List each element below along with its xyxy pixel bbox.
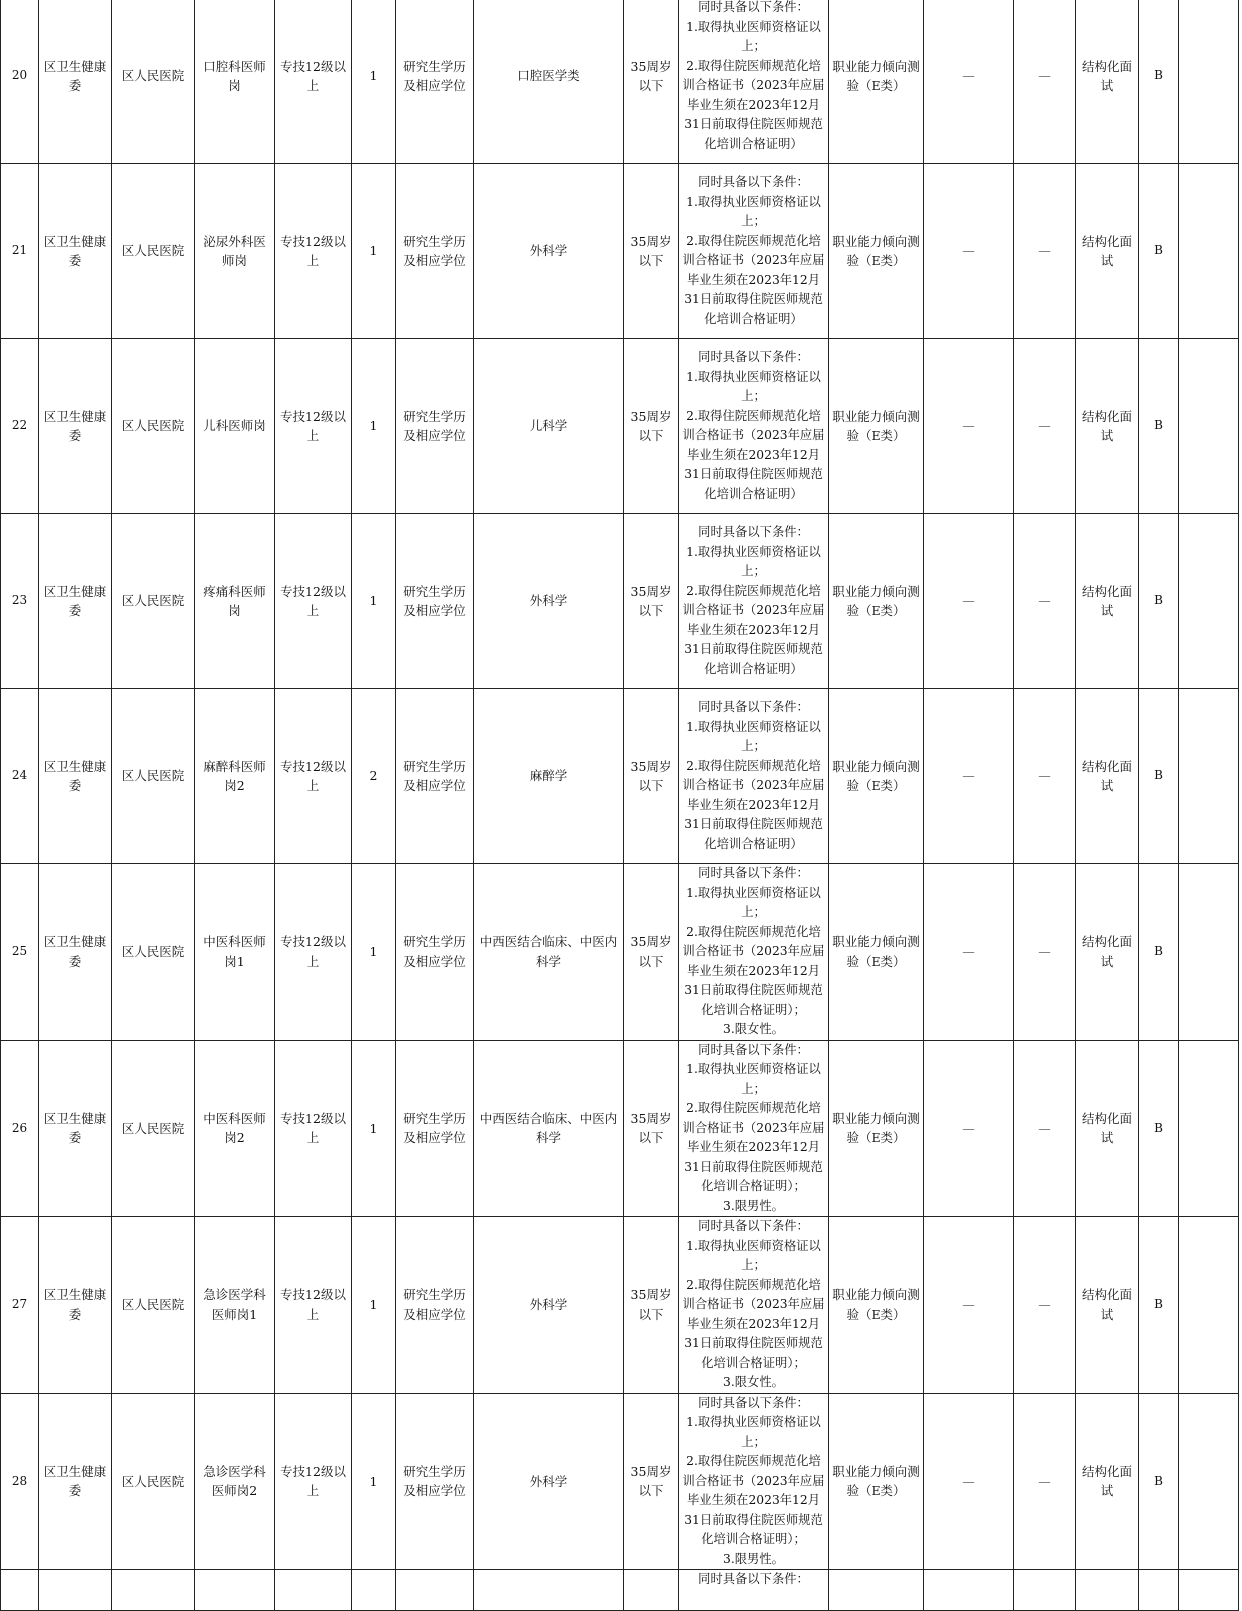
table-body [1,0,1239,1611]
table-row [1,864,1239,1041]
cell-note [1179,1040,1239,1217]
cell-major: 儿科学 [474,339,624,514]
cell-empty [1179,1570,1239,1611]
condition-line: 2.取得住院医师规范化培训合格证书（2023年应届毕业生须在2023年12月31日前取得住院医师规范化培训合格证明） [682,408,825,501]
condition-line: 同时具备以下条件： [698,350,809,364]
cell-major: 中西医结合临床、中医内科学 [474,1040,624,1217]
condition-line: 2.取得住院医师规范化培训合格证书（2023年应届毕业生须在2023年12月31日前取得住院医师规范化培训合格证明） [682,583,825,676]
cell-category: B [1139,0,1179,164]
cell-extra-1: — [924,689,1014,864]
cell-unit: 区人民医院 [112,1217,195,1394]
cell-conditions [679,514,829,689]
cell-conditions [679,689,829,864]
cell-note [1179,164,1239,339]
cell-department: 区卫生健康委 [39,1040,112,1217]
cell-major: 口腔医学类 [474,0,624,164]
cell-department: 区卫生健康委 [39,339,112,514]
cell-unit: 区人民医院 [112,1040,195,1217]
table-row [1,339,1239,514]
table-row [1,0,1239,164]
cell-empty [1139,1570,1179,1611]
cell-unit: 区人民医院 [112,1393,195,1570]
cell-category: B [1139,514,1179,689]
cell-index: 24 [1,689,39,864]
cell-count: 1 [352,1040,396,1217]
cell-post-name: 中医科医师岗1 [195,864,275,1041]
cell-level: 专技12级以上 [275,339,352,514]
condition-line: 3.限女性。 [723,1375,784,1389]
cell-note [1179,0,1239,164]
cell-age: 35周岁以下 [624,164,679,339]
table-row-partial [1,1570,1239,1611]
cell-unit: 区人民医院 [112,339,195,514]
cell-conditions [679,1040,829,1217]
cell-conditions [679,864,829,1041]
cell-exam: 职业能力倾向测验（E类） [829,164,924,339]
cell-extra-2: — [1014,864,1076,1041]
cell-empty [1014,1570,1076,1611]
cell-empty [474,1570,624,1611]
condition-line: 1.取得执业医师资格证以上； [686,1238,821,1272]
cell-extra-1: — [924,514,1014,689]
cell-education: 研究生学历及相应学位 [396,164,474,339]
cell-conditions: 同时具备以下条件： [679,1570,829,1611]
cell-education: 研究生学历及相应学位 [396,689,474,864]
condition-line: 1.取得执业医师资格证以上； [686,885,821,919]
condition-line: 同时具备以下条件： [698,0,809,14]
cell-category: B [1139,1393,1179,1570]
cell-empty [829,1570,924,1611]
cell-major: 麻醉学 [474,689,624,864]
cell-exam: 职业能力倾向测验（E类） [829,689,924,864]
cell-age: 35周岁以下 [624,689,679,864]
cell-major: 外科学 [474,164,624,339]
cell-extra-1: — [924,1217,1014,1394]
condition-line: 同时具备以下条件： [698,700,809,714]
cell-category: B [1139,864,1179,1041]
cell-level: 专技12级以上 [275,1393,352,1570]
cell-count: 1 [352,164,396,339]
cell-note [1179,339,1239,514]
cell-unit: 区人民医院 [112,164,195,339]
cell-count: 1 [352,864,396,1041]
cell-conditions [679,0,829,164]
cell-education: 研究生学历及相应学位 [396,339,474,514]
cell-note [1179,514,1239,689]
cell-extra-1: — [924,339,1014,514]
cell-count: 1 [352,514,396,689]
cell-empty [112,1570,195,1611]
cell-education: 研究生学历及相应学位 [396,514,474,689]
cell-index: 25 [1,864,39,1041]
cell-exam: 职业能力倾向测验（E类） [829,1040,924,1217]
cell-unit: 区人民医院 [112,0,195,164]
cell-note [1179,1393,1239,1570]
cell-level: 专技12级以上 [275,164,352,339]
cell-level: 专技12级以上 [275,864,352,1041]
condition-line: 同时具备以下条件： [698,175,809,189]
cell-extra-1: — [924,1040,1014,1217]
cell-department: 区卫生健康委 [39,0,112,164]
cell-interview: 结构化面试 [1076,514,1139,689]
cell-unit: 区人民医院 [112,514,195,689]
condition-line: 1.取得执业医师资格证以上； [686,1062,821,1096]
condition-line: 2.取得住院医师规范化培训合格证书（2023年应届毕业生须在2023年12月31日前取得住院医师规范化培训合格证明） [682,58,825,151]
cell-count: 2 [352,689,396,864]
cell-unit: 区人民医院 [112,689,195,864]
cell-index: 20 [1,0,39,164]
cell-extra-2: — [1014,1040,1076,1217]
condition-line: 同时具备以下条件： [698,866,809,880]
condition-line: 3.限男性。 [723,1551,784,1566]
cell-education: 研究生学历及相应学位 [396,1217,474,1394]
cell-conditions [679,1217,829,1394]
cell-interview: 结构化面试 [1076,1040,1139,1217]
cell-extra-1: — [924,0,1014,164]
cell-empty [39,1570,112,1611]
cell-category: B [1139,339,1179,514]
table-row [1,1393,1239,1570]
condition-line: 1.取得执业医师资格证以上； [686,1415,821,1449]
cell-level: 专技12级以上 [275,514,352,689]
condition-line: 同时具备以下条件： [698,1219,809,1233]
cell-age: 35周岁以下 [624,1040,679,1217]
cell-post-name: 麻醉科医师岗2 [195,689,275,864]
cell-count: 1 [352,1393,396,1570]
cell-interview: 结构化面试 [1076,689,1139,864]
cell-major: 中西医结合临床、中医内科学 [474,864,624,1041]
condition-line: 同时具备以下条件： [698,525,809,539]
condition-line: 1.取得执业医师资格证以上； [686,544,821,578]
cell-empty [1076,1570,1139,1611]
cell-index: 27 [1,1217,39,1394]
cell-count: 1 [352,0,396,164]
table-row [1,1217,1239,1394]
cell-extra-2: — [1014,514,1076,689]
table-row [1,689,1239,864]
cell-empty [396,1570,474,1611]
cell-post-name: 中医科医师岗2 [195,1040,275,1217]
cell-conditions [679,339,829,514]
cell-major: 外科学 [474,1217,624,1394]
cell-department: 区卫生健康委 [39,689,112,864]
cell-extra-1: — [924,164,1014,339]
condition-line: 1.取得执业医师资格证以上； [686,719,821,753]
cell-count: 1 [352,339,396,514]
cell-index: 28 [1,1393,39,1570]
cell-age: 35周岁以下 [624,1217,679,1394]
cell-interview: 结构化面试 [1076,1217,1139,1394]
table-row [1,1040,1239,1217]
cell-level: 专技12级以上 [275,689,352,864]
cell-extra-2: — [1014,1217,1076,1394]
cell-unit: 区人民医院 [112,864,195,1041]
condition-line: 2.取得住院医师规范化培训合格证书（2023年应届毕业生须在2023年12月31日前取得住院医师规范化培训合格证明）； [682,924,825,1017]
cell-extra-2: — [1014,689,1076,864]
condition-line: 同时具备以下条件： [698,1395,809,1410]
cell-interview: 结构化面试 [1076,1393,1139,1570]
cell-empty [624,1570,679,1611]
cell-age: 35周岁以下 [624,339,679,514]
cell-exam: 职业能力倾向测验（E类） [829,864,924,1041]
cell-conditions [679,1393,829,1570]
condition-line: 1.取得执业医师资格证以上； [686,19,821,53]
cell-category: B [1139,164,1179,339]
cell-department: 区卫生健康委 [39,1217,112,1394]
cell-extra-1: — [924,864,1014,1041]
cell-level: 专技12级以上 [275,1040,352,1217]
cell-interview: 结构化面试 [1076,164,1139,339]
cell-exam: 职业能力倾向测验（E类） [829,1393,924,1570]
cell-exam: 职业能力倾向测验（E类） [829,339,924,514]
cell-age: 35周岁以下 [624,1393,679,1570]
cell-category: B [1139,1217,1179,1394]
cell-extra-2: — [1014,339,1076,514]
cell-note [1179,864,1239,1041]
cell-post-name: 口腔科医师岗 [195,0,275,164]
cell-empty [195,1570,275,1611]
condition-line: 2.取得住院医师规范化培训合格证书（2023年应届毕业生须在2023年12月31日前取得住院医师规范化培训合格证明）； [682,1277,825,1370]
cell-empty [275,1570,352,1611]
condition-line: 2.取得住院医师规范化培训合格证书（2023年应届毕业生须在2023年12月31日前取得住院医师规范化培训合格证明）； [682,1454,825,1546]
cell-post-name: 急诊医学科医师岗2 [195,1393,275,1570]
cell-exam: 职业能力倾向测验（E类） [829,1217,924,1394]
condition-line: 1.取得执业医师资格证以上； [686,194,821,228]
cell-extra-1: — [924,1393,1014,1570]
condition-line: 2.取得住院医师规范化培训合格证书（2023年应届毕业生须在2023年12月31日前取得住院医师规范化培训合格证明） [682,758,825,851]
cell-index: 23 [1,514,39,689]
cell-note [1179,689,1239,864]
condition-line: 2.取得住院医师规范化培训合格证书（2023年应届毕业生须在2023年12月31日前取得住院医师规范化培训合格证明） [682,233,825,326]
cell-education: 研究生学历及相应学位 [396,0,474,164]
cell-age: 35周岁以下 [624,864,679,1041]
cell-age: 35周岁以下 [624,0,679,164]
cell-interview: 结构化面试 [1076,0,1139,164]
cell-index: 21 [1,164,39,339]
cell-post-name: 儿科医师岗 [195,339,275,514]
condition-line: 1.取得执业医师资格证以上； [686,369,821,403]
cell-level: 专技12级以上 [275,1217,352,1394]
cell-age: 35周岁以下 [624,514,679,689]
cell-department: 区卫生健康委 [39,1393,112,1570]
cell-category: B [1139,689,1179,864]
cell-conditions [679,164,829,339]
cell-post-name: 泌尿外科医师岗 [195,164,275,339]
cell-major: 外科学 [474,1393,624,1570]
table-row [1,164,1239,339]
cell-exam: 职业能力倾向测验（E类） [829,0,924,164]
condition-line: 3.限男性。 [723,1198,784,1213]
cell-empty [1,1570,39,1611]
cell-department: 区卫生健康委 [39,164,112,339]
cell-empty [352,1570,396,1611]
cell-extra-2: — [1014,1393,1076,1570]
cell-count: 1 [352,1217,396,1394]
cell-index: 26 [1,1040,39,1217]
cell-extra-2: — [1014,0,1076,164]
cell-department: 区卫生健康委 [39,514,112,689]
cell-exam: 职业能力倾向测验（E类） [829,514,924,689]
condition-line: 同时具备以下条件： [698,1042,809,1057]
condition-line: 3.限女性。 [723,1022,784,1036]
cell-category: B [1139,1040,1179,1217]
cell-post-name: 疼痛科医师岗 [195,514,275,689]
table-row [1,514,1239,689]
cell-department: 区卫生健康委 [39,864,112,1041]
cell-education: 研究生学历及相应学位 [396,1040,474,1217]
cell-major: 外科学 [474,514,624,689]
cell-note [1179,1217,1239,1394]
cell-level: 专技12级以上 [275,0,352,164]
cell-extra-2: — [1014,164,1076,339]
cell-education: 研究生学历及相应学位 [396,1393,474,1570]
condition-line: 2.取得住院医师规范化培训合格证书（2023年应届毕业生须在2023年12月31日前取得住院医师规范化培训合格证明）； [682,1101,825,1193]
cell-education: 研究生学历及相应学位 [396,864,474,1041]
cell-interview: 结构化面试 [1076,864,1139,1041]
cell-index: 22 [1,339,39,514]
cell-post-name: 急诊医学科医师岗1 [195,1217,275,1394]
cell-interview: 结构化面试 [1076,339,1139,514]
cell-empty [924,1570,1014,1611]
